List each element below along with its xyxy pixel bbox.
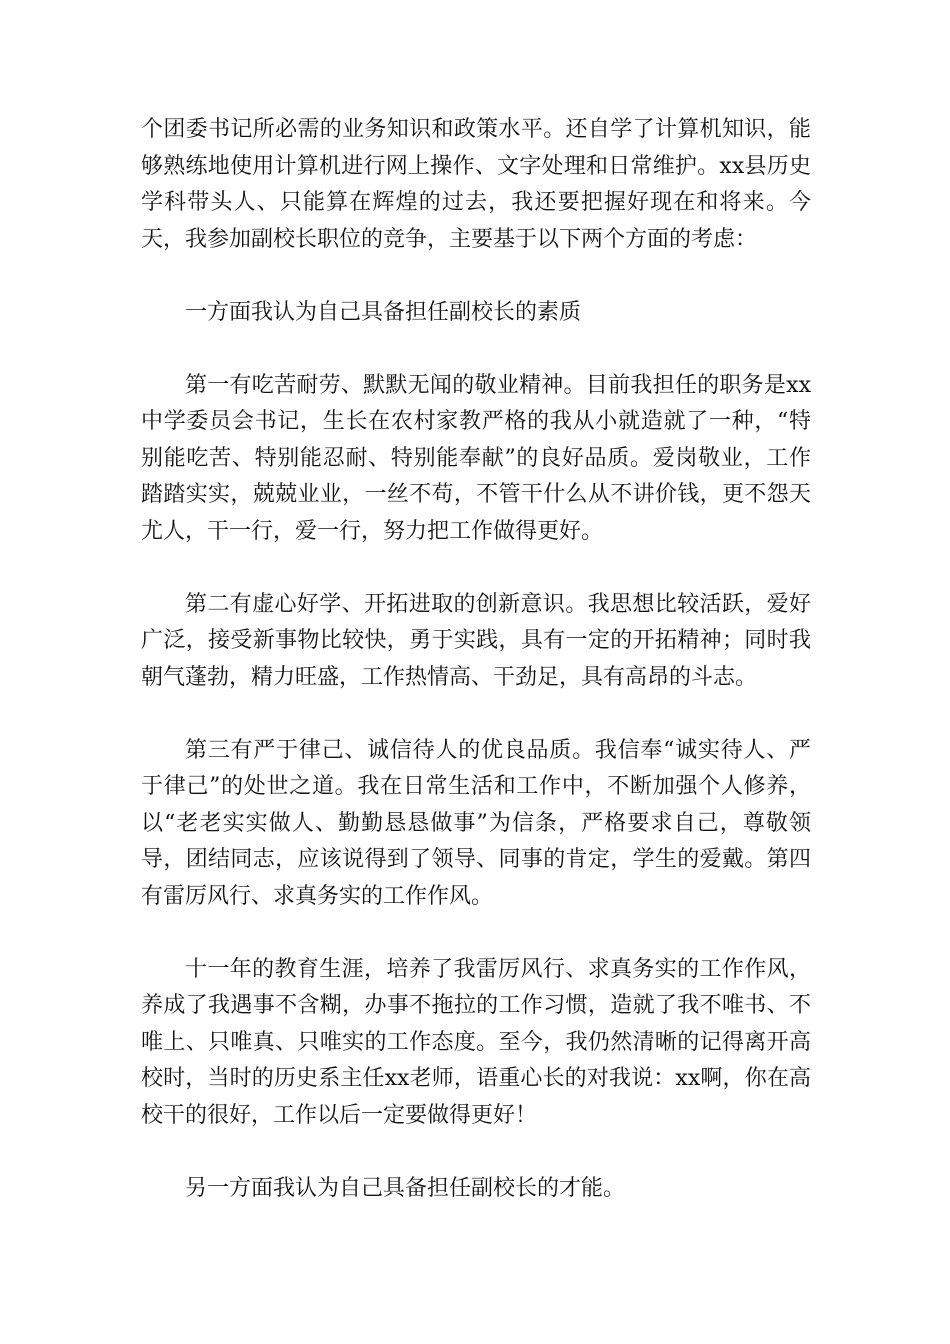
paragraph-first-point: 第一有吃苦耐劳、默默无闻的敬业精神。目前我担任的职务是xx中学委员会书记，生长在农村家教严格的我从小就造就了一种，“特别能吃苦、特别能忍耐、特别能奉献”的良好品质。爱岗敬业，工作踏踏实实，兢兢业业，一丝不苟，不管干什么从不讲价钱，更不怨天尤人，干一行，爱一行，努力把工作做得更好。 xyxy=(141,372,811,544)
paragraph-second-point: 第二有虚心好学、开拓进取的创新意识。我思想比较活跃，爱好广泛，接受新事物比较快，勇于实践，具有一定的开拓精神；同时我朝气蓬勃，精力旺盛，工作热情高、干劲足，具有高昂的斗志。 xyxy=(141,591,811,690)
paragraph-gap xyxy=(141,550,811,587)
paragraph-gap xyxy=(141,1134,811,1171)
paragraph-gap xyxy=(141,258,811,295)
paragraph-heading-qualities: 一方面我认为自己具备担任副校长的素质 xyxy=(185,299,582,325)
paragraph-intro: 个团委书记所必需的业务知识和政策水平。还自学了计算机知识，能够熟练地使用计算机进行网上操作、文字处理和日常维护。xx县历史学科带头人、只能算在辉煌的过去，我还要把握好现在和将来。今天，我参加副校长职位的竞争，主要基于以下两个方面的考虑： xyxy=(141,117,811,252)
document-body xyxy=(141,112,811,1207)
paragraph-gap xyxy=(141,331,811,368)
paragraph-third-point: 第三有严于律己、诚信待人的优良品质。我信奉“诚实待人、严于律己”的处世之道。我在日常生活和工作中，不断加强个人修养，以“老老实实做人、勤勤恳恳做事”为信条，严格要求自己，尊敬领导，团结同志，应该说得到了领导、同事的肯定，学生的爱戴。第四有雷厉风行、求真务实的工作作风。 xyxy=(141,737,811,909)
paragraph-heading-abilities: 另一方面我认为自己具备担任副校长的才能。 xyxy=(185,1175,626,1201)
paragraph-career: 十一年的教育生涯，培养了我雷厉风行、求真务实的工作作风，养成了我遇事不含糊，办事不拖拉的工作习惯，造就了我不唯书、不唯上、只唯真、只唯实的工作态度。至今，我仍然清晰的记得离开高校时，当时的历史系主任xx老师，语重心长的对我说：xx啊，你在高校干的很好，工作以后一定要做得更好！ xyxy=(141,956,811,1128)
paragraph-gap xyxy=(141,696,811,733)
paragraph-gap xyxy=(141,915,811,952)
